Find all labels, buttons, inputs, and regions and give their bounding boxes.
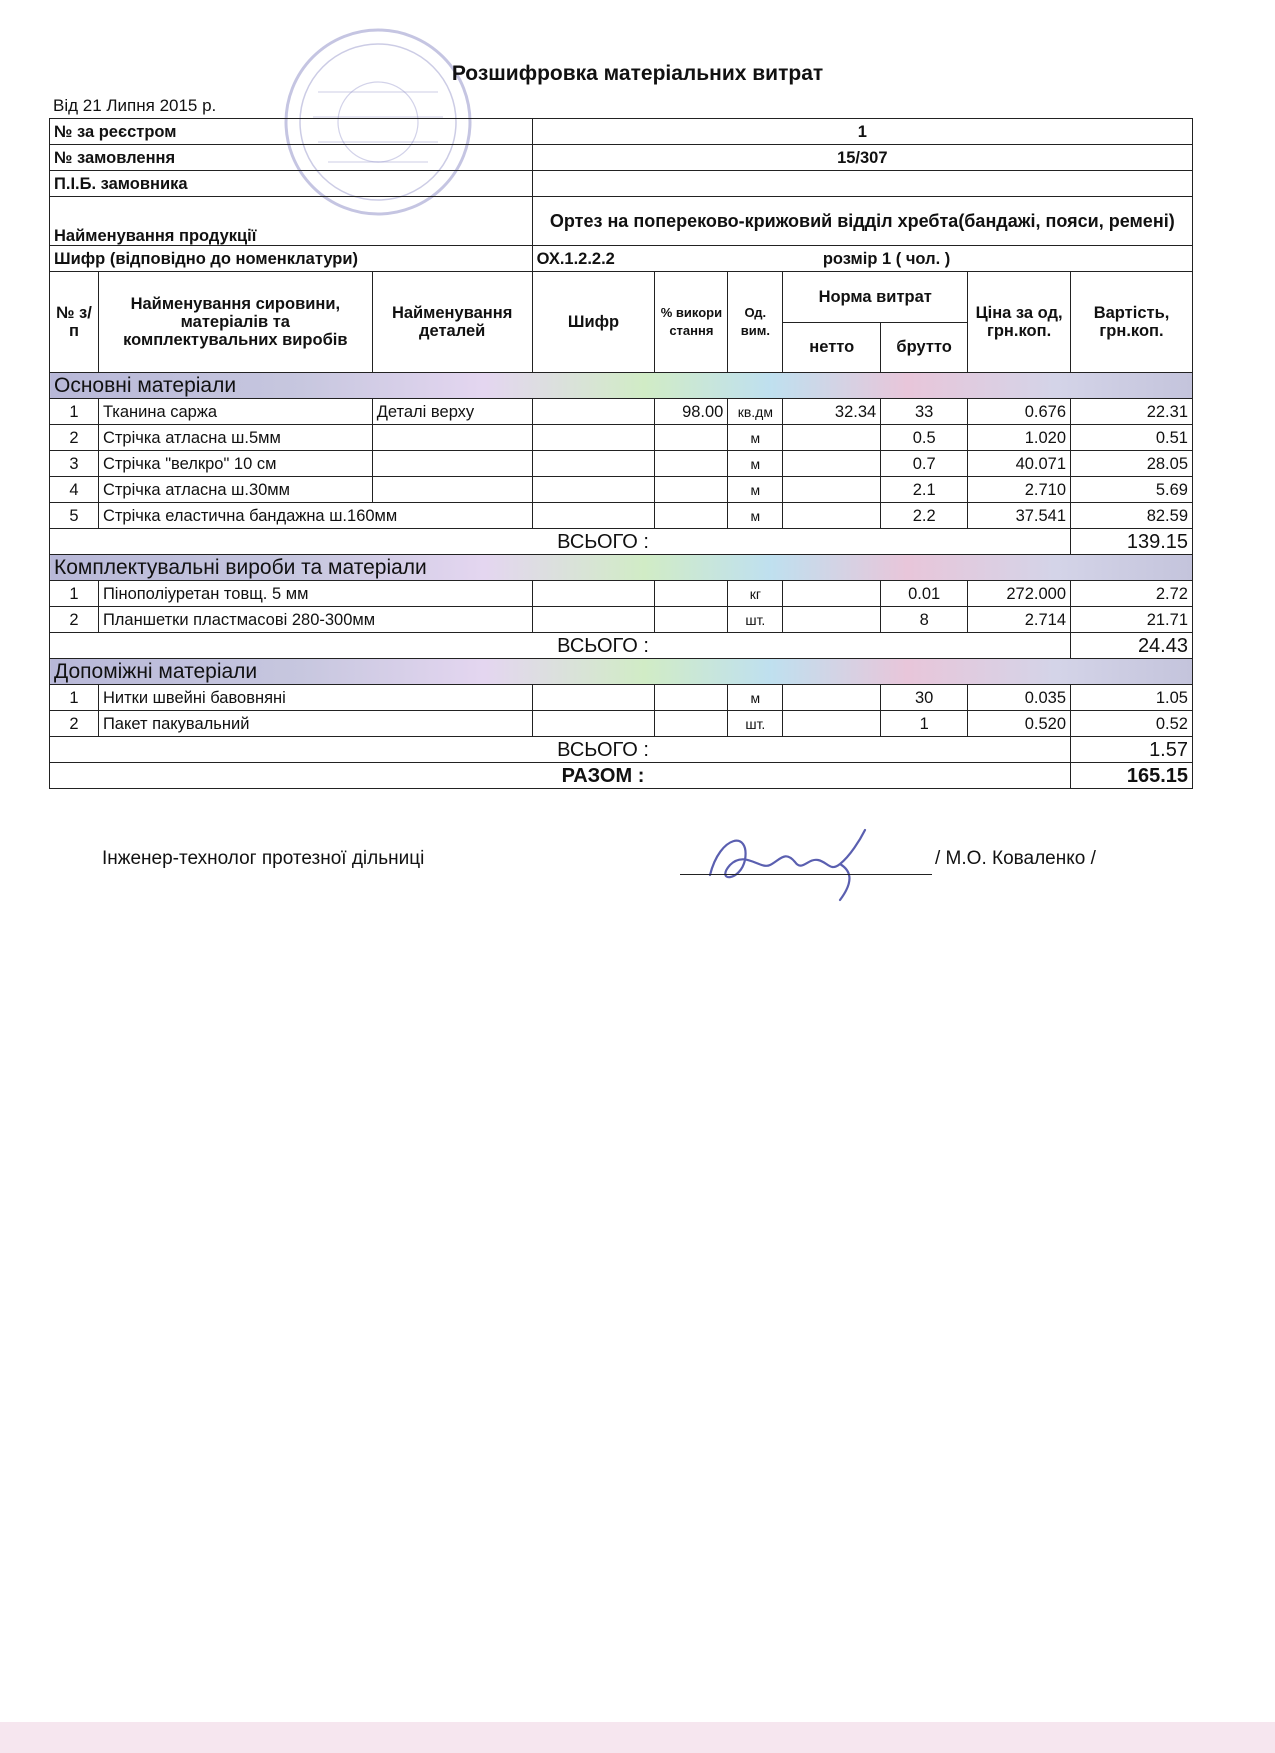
row-detail bbox=[372, 451, 532, 477]
table-row bbox=[50, 503, 1193, 529]
code-value: ОХ.1.2.2.2 bbox=[532, 246, 783, 272]
registry-row bbox=[50, 119, 1193, 145]
row-price: 40.071 bbox=[968, 451, 1071, 477]
row-code bbox=[532, 581, 655, 607]
row-gross: 2.1 bbox=[881, 477, 968, 503]
order-value: 15/307 bbox=[532, 145, 1192, 171]
row-cost: 5.69 bbox=[1071, 477, 1193, 503]
row-code bbox=[532, 425, 655, 451]
signer-name: / М.О. Коваленко / bbox=[935, 848, 1096, 869]
row-code bbox=[532, 685, 655, 711]
section-main-title: Основні матеріали bbox=[50, 373, 1193, 399]
row-price: 2.714 bbox=[968, 607, 1071, 633]
table-row bbox=[50, 425, 1193, 451]
document-date: Від 21 Липня 2015 р. bbox=[53, 96, 217, 115]
row-num: 2 bbox=[50, 425, 99, 451]
row-cost: 82.59 bbox=[1071, 503, 1193, 529]
row-gross: 33 bbox=[881, 399, 968, 425]
grand-total-label: РАЗОМ : bbox=[50, 763, 1071, 789]
row-cost: 2.72 bbox=[1071, 581, 1193, 607]
row-net bbox=[783, 685, 881, 711]
section-components-total-row bbox=[50, 633, 1193, 659]
row-price: 272.000 bbox=[968, 581, 1071, 607]
row-detail bbox=[372, 477, 532, 503]
row-unit: м bbox=[728, 503, 783, 529]
row-num: 4 bbox=[50, 477, 99, 503]
section-main-total-row bbox=[50, 529, 1193, 555]
document-title: Розшифровка матеріальних витрат bbox=[451, 62, 824, 85]
row-cost: 22.31 bbox=[1071, 399, 1193, 425]
section-auxiliary-header bbox=[50, 659, 1193, 685]
row-code bbox=[532, 451, 655, 477]
row-percent bbox=[655, 581, 728, 607]
product-row bbox=[50, 197, 1193, 246]
row-material: Стрічка "велкро" 10 см bbox=[98, 451, 372, 477]
row-unit: м bbox=[728, 425, 783, 451]
row-net bbox=[783, 581, 881, 607]
row-material: Тканина саржа bbox=[98, 399, 372, 425]
row-code bbox=[532, 503, 655, 529]
row-percent bbox=[655, 607, 728, 633]
row-unit: кв.дм bbox=[728, 399, 783, 425]
row-num: 3 bbox=[50, 451, 99, 477]
row-percent bbox=[655, 451, 728, 477]
col-gross: брутто bbox=[881, 322, 968, 373]
col-percent: % викори стання bbox=[655, 272, 728, 373]
row-net bbox=[783, 607, 881, 633]
row-detail bbox=[372, 425, 532, 451]
customer-row bbox=[50, 171, 1193, 197]
col-detail: Найменування деталей bbox=[372, 272, 532, 373]
row-code bbox=[532, 477, 655, 503]
product-value: Ортез на попереково-крижовий відділ хребта(бандажі, пояси, ремені) bbox=[532, 197, 1192, 246]
row-gross: 30 bbox=[881, 685, 968, 711]
page-edge-tint bbox=[0, 1722, 1275, 1753]
section-main-total-value: 139.15 bbox=[1071, 529, 1193, 555]
row-unit: м bbox=[728, 451, 783, 477]
row-num: 2 bbox=[50, 607, 99, 633]
row-cost: 1.05 bbox=[1071, 685, 1193, 711]
row-gross: 0.7 bbox=[881, 451, 968, 477]
row-price: 0.520 bbox=[968, 711, 1071, 737]
row-percent bbox=[655, 503, 728, 529]
section-main-total-label: ВСЬОГО : bbox=[50, 529, 1071, 555]
row-unit: м bbox=[728, 685, 783, 711]
row-num: 1 bbox=[50, 399, 99, 425]
size-value: розмір 1 ( чол. ) bbox=[783, 246, 1193, 272]
customer-value bbox=[532, 171, 1192, 197]
row-price: 37.541 bbox=[968, 503, 1071, 529]
table-row bbox=[50, 711, 1193, 737]
col-name: Найменування сировини, матеріалів та комплектувальних виробів bbox=[98, 272, 372, 373]
section-components-total-label: ВСЬОГО : bbox=[50, 633, 1071, 659]
row-price: 0.035 bbox=[968, 685, 1071, 711]
row-unit: кг bbox=[728, 581, 783, 607]
table-row bbox=[50, 685, 1193, 711]
row-cost: 0.51 bbox=[1071, 425, 1193, 451]
row-num: 1 bbox=[50, 685, 99, 711]
col-norm: Норма витрат bbox=[783, 272, 968, 323]
section-auxiliary-total-row bbox=[50, 737, 1193, 763]
row-net bbox=[783, 711, 881, 737]
row-net bbox=[783, 477, 881, 503]
row-num: 5 bbox=[50, 503, 99, 529]
grand-total-value: 165.15 bbox=[1071, 763, 1193, 789]
row-code bbox=[532, 711, 655, 737]
row-percent bbox=[655, 477, 728, 503]
section-components-total-value: 24.43 bbox=[1071, 633, 1193, 659]
section-auxiliary-total-label: ВСЬОГО : bbox=[50, 737, 1071, 763]
row-percent bbox=[655, 425, 728, 451]
row-percent: 98.00 bbox=[655, 399, 728, 425]
col-unit: Од. вим. bbox=[728, 272, 783, 373]
table-row bbox=[50, 451, 1193, 477]
row-unit: м bbox=[728, 477, 783, 503]
row-material: Стрічка еластична бандажна ш.160мм bbox=[98, 503, 532, 529]
materials-table bbox=[49, 118, 1193, 789]
section-components-title: Комплектувальні вироби та матеріали bbox=[50, 555, 1193, 581]
col-price: Ціна за од, грн.коп. bbox=[968, 272, 1071, 373]
order-label: № замовлення bbox=[50, 145, 533, 171]
customer-label: П.І.Б. замовника bbox=[50, 171, 533, 197]
row-gross: 0.5 bbox=[881, 425, 968, 451]
col-net: нетто bbox=[783, 322, 881, 373]
signer-role: Інженер-технолог протезної дільниці bbox=[102, 848, 425, 869]
section-auxiliary-total-value: 1.57 bbox=[1071, 737, 1193, 763]
row-code bbox=[532, 607, 655, 633]
row-detail: Деталі верху bbox=[372, 399, 532, 425]
col-cost: Вартість, грн.коп. bbox=[1071, 272, 1193, 373]
row-material: Пінополіуретан товщ. 5 мм bbox=[98, 581, 532, 607]
row-code bbox=[532, 399, 655, 425]
section-components-header bbox=[50, 555, 1193, 581]
row-gross: 2.2 bbox=[881, 503, 968, 529]
registry-label: № за реєстром bbox=[50, 119, 533, 145]
row-cost: 0.52 bbox=[1071, 711, 1193, 737]
row-cost: 28.05 bbox=[1071, 451, 1193, 477]
table-row bbox=[50, 399, 1193, 425]
column-header-row bbox=[50, 272, 1193, 323]
table-row bbox=[50, 477, 1193, 503]
row-gross: 8 bbox=[881, 607, 968, 633]
row-material: Планшетки пластмасові 280-300мм bbox=[98, 607, 532, 633]
table-row bbox=[50, 607, 1193, 633]
order-row bbox=[50, 145, 1193, 171]
row-cost: 21.71 bbox=[1071, 607, 1193, 633]
row-material: Пакет пакувальний bbox=[98, 711, 532, 737]
row-net: 32.34 bbox=[783, 399, 881, 425]
row-num: 1 bbox=[50, 581, 99, 607]
section-main-header bbox=[50, 373, 1193, 399]
row-gross: 0.01 bbox=[881, 581, 968, 607]
row-price: 1.020 bbox=[968, 425, 1071, 451]
row-unit: шт. bbox=[728, 711, 783, 737]
handwritten-signature bbox=[690, 820, 920, 910]
row-unit: шт. bbox=[728, 607, 783, 633]
row-net bbox=[783, 503, 881, 529]
row-net bbox=[783, 425, 881, 451]
product-label: Найменування продукції bbox=[50, 197, 533, 246]
row-gross: 1 bbox=[881, 711, 968, 737]
signature-line bbox=[680, 874, 932, 875]
row-percent bbox=[655, 685, 728, 711]
row-num: 2 bbox=[50, 711, 99, 737]
row-price: 0.676 bbox=[968, 399, 1071, 425]
code-row bbox=[50, 246, 1193, 272]
row-material: Стрічка атласна ш.30мм bbox=[98, 477, 372, 503]
section-auxiliary-title: Допоміжні матеріали bbox=[50, 659, 1193, 685]
registry-value: 1 bbox=[532, 119, 1192, 145]
grand-total-row bbox=[50, 763, 1193, 789]
table-row bbox=[50, 581, 1193, 607]
col-code: Шифр bbox=[532, 272, 655, 373]
row-material: Стрічка атласна ш.5мм bbox=[98, 425, 372, 451]
row-price: 2.710 bbox=[968, 477, 1071, 503]
code-label: Шифр (відповідно до номенклатури) bbox=[50, 246, 533, 272]
col-num: № з/п bbox=[50, 272, 99, 373]
row-net bbox=[783, 451, 881, 477]
row-material: Нитки швейні бавовняні bbox=[98, 685, 532, 711]
row-percent bbox=[655, 711, 728, 737]
